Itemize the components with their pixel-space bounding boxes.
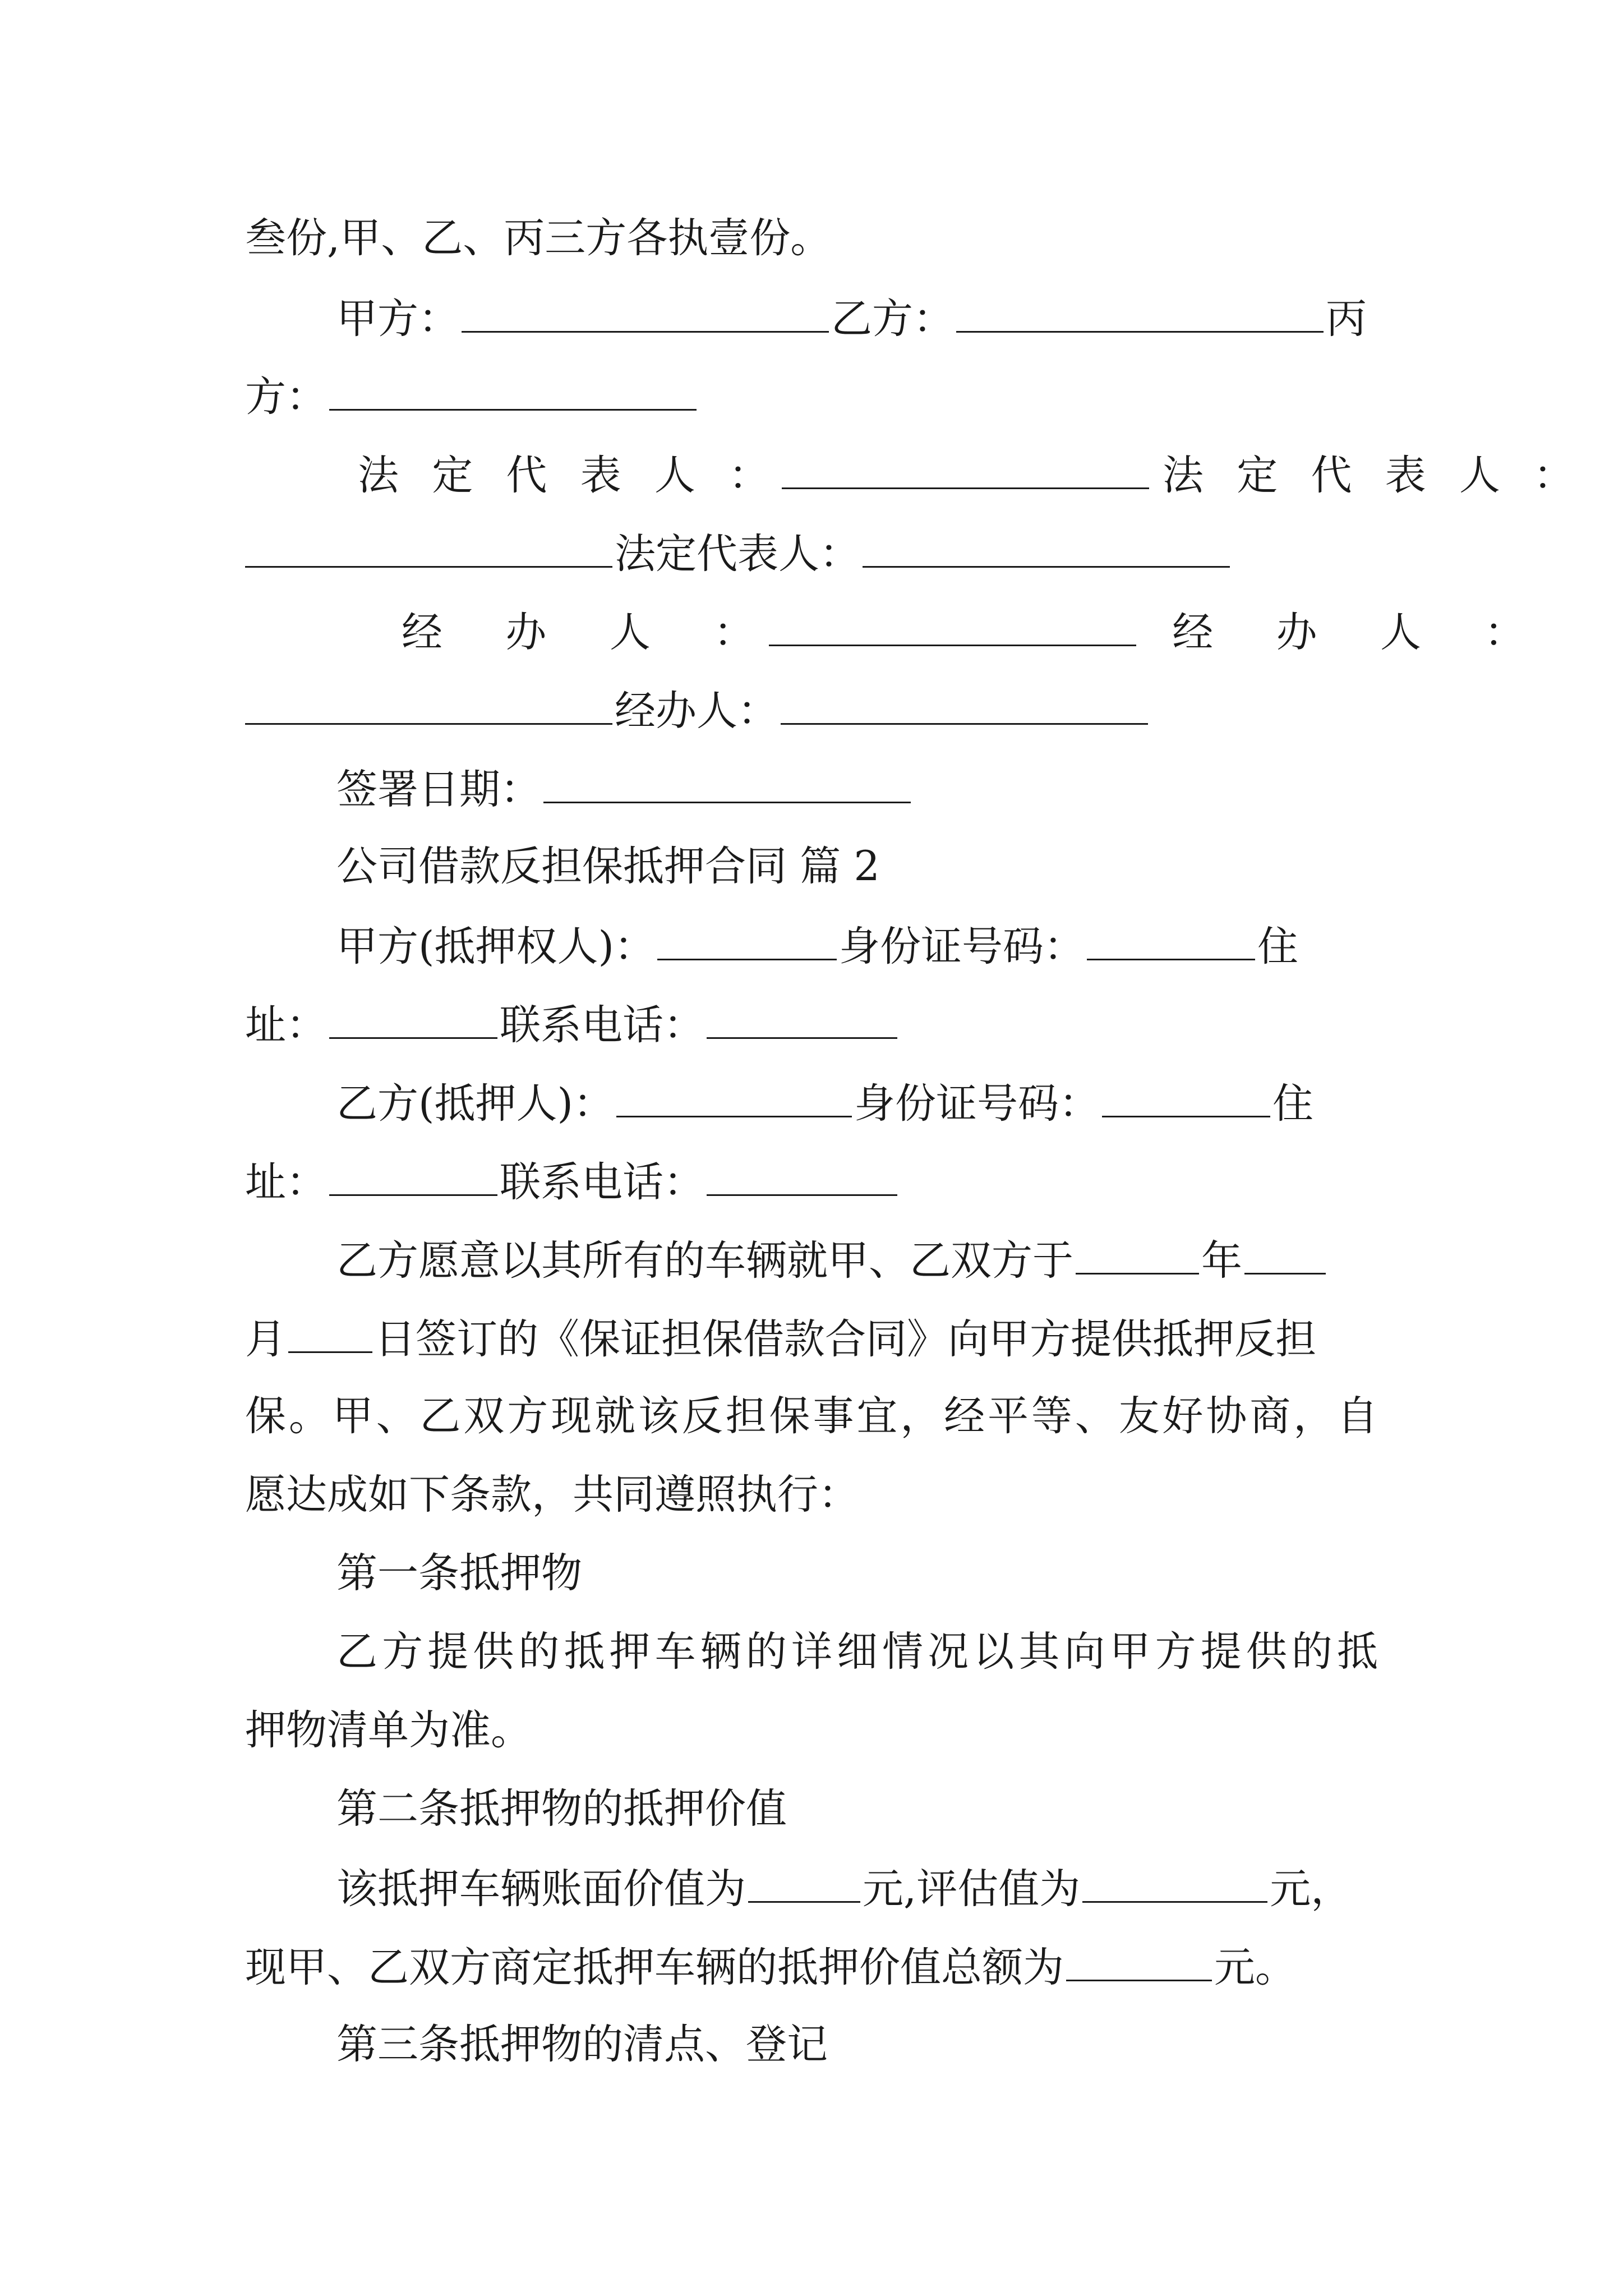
handler-b-label: 经 办 人 ： — [1172, 609, 1538, 656]
text: 现甲、乙双方商定抵押车辆的抵押价值总额为 — [245, 1944, 1064, 1991]
phone-label: 联系电话： — [500, 1001, 704, 1049]
party-a-contact-line — [245, 996, 900, 1052]
text: 乙方提供的抵押车辆的详细情况以其向甲方提供的抵 — [336, 1628, 1378, 1676]
text: 第三条抵押物的清点、登记 — [336, 2021, 828, 2068]
party-b-contact-line — [245, 1153, 900, 1209]
address-label-end: 址： — [245, 1001, 327, 1049]
id-number-blank[interactable] — [1087, 917, 1255, 960]
signature-line-handler — [402, 603, 1537, 659]
party-a-info-line — [336, 917, 1298, 973]
year-blank[interactable] — [1076, 1231, 1199, 1274]
id-number-blank[interactable] — [1102, 1074, 1270, 1117]
handler-c-blank[interactable] — [781, 682, 1148, 725]
date-label: 签署日期： — [336, 766, 541, 813]
date-blank[interactable] — [543, 760, 911, 803]
text: 乙方愿意以其所有的车辆就甲、乙双方于 — [336, 1237, 1073, 1285]
text: 元， — [1270, 1865, 1352, 1913]
signature-line-parties — [336, 289, 1367, 346]
text: 第一条抵押物 — [336, 1549, 582, 1597]
text: 保。甲、乙双方现就该反担保事宜，经平等、友好协商，自 — [245, 1392, 1378, 1440]
mortgagor-label: 乙方(抵押人)： — [336, 1080, 614, 1128]
section-title — [336, 839, 880, 895]
appraised-value-blank[interactable] — [1082, 1860, 1267, 1903]
handler-c-label: 经办人： — [615, 687, 778, 735]
signature-line-handler-2 — [245, 682, 1150, 738]
text: 月 — [245, 1315, 286, 1363]
article-heading — [336, 1781, 787, 1837]
legal-rep-a-blank[interactable] — [782, 446, 1149, 489]
book-value-blank[interactable] — [748, 1860, 860, 1903]
text: 日签订的《保证担保借款合同》向甲方提供抵押反担 — [375, 1315, 1316, 1363]
text: 叁份,甲、乙、丙三方各执壹份。 — [245, 214, 832, 262]
paragraph-line — [245, 1703, 532, 1759]
address-label-start: 住 — [1272, 1080, 1313, 1128]
phone-label: 联系电话： — [500, 1158, 704, 1206]
phone-blank[interactable] — [707, 1153, 897, 1196]
paragraph-line — [245, 1467, 859, 1523]
text: 第二条抵押物的抵押价值 — [336, 1785, 787, 1833]
paragraph-line — [336, 1860, 1352, 1916]
month-blank[interactable] — [1244, 1231, 1326, 1274]
total-value-blank[interactable] — [1066, 1938, 1212, 1981]
party-a-label: 甲方： — [336, 295, 459, 343]
text: 该抵押车辆账面价值为 — [336, 1865, 746, 1913]
mortgagee-blank[interactable] — [657, 917, 837, 960]
day-blank[interactable] — [288, 1310, 372, 1353]
paragraph-line — [245, 1310, 1316, 1366]
article-heading — [336, 2017, 828, 2073]
signature-line-party-c — [245, 367, 699, 424]
mortgagor-blank[interactable] — [616, 1074, 852, 1117]
address-blank[interactable] — [329, 1153, 497, 1196]
text-line — [245, 210, 831, 266]
id-number-label: 身份证号码： — [838, 923, 1085, 970]
party-b-label: 乙方： — [831, 295, 954, 343]
text: 元。 — [1214, 1944, 1296, 1991]
legal-rep-c-label: 法定代表人： — [615, 530, 860, 578]
party-a-blank[interactable] — [462, 289, 829, 333]
id-number-label: 身份证号码： — [854, 1080, 1100, 1128]
legal-rep-a-label: 法 定 代 表 人 ： — [358, 452, 780, 499]
mortgagee-label: 甲方(抵押权人)： — [336, 923, 655, 970]
paragraph-line — [245, 1388, 1378, 1444]
paragraph-line — [336, 1231, 1328, 1287]
legal-rep-b-blank[interactable] — [245, 524, 612, 568]
text: 元,评估值为 — [863, 1865, 1081, 1913]
contract-title: 公司借款反担保抵押合同 篇 2 — [336, 843, 880, 890]
article-heading — [336, 1545, 582, 1602]
paragraph-line — [336, 1624, 1378, 1680]
signature-line-legal-rep — [358, 446, 1584, 502]
legal-rep-b-label: 法 定 代 表 人 ： — [1163, 452, 1585, 499]
text: 年 — [1201, 1237, 1242, 1285]
handler-b-blank[interactable] — [245, 682, 612, 725]
party-b-blank[interactable] — [956, 289, 1324, 333]
address-label-start: 住 — [1257, 923, 1298, 970]
text: 愿达成如下条款，共同遵照执行： — [245, 1471, 859, 1519]
signature-line-date — [336, 760, 913, 816]
phone-blank[interactable] — [707, 996, 897, 1039]
paragraph-line — [245, 1938, 1296, 1994]
legal-rep-c-blank[interactable] — [863, 524, 1230, 568]
address-blank[interactable] — [329, 996, 497, 1039]
party-c-label-end: 方： — [245, 373, 327, 421]
party-b-info-line — [336, 1074, 1313, 1130]
address-label-end: 址： — [245, 1158, 327, 1206]
party-c-label-start: 丙 — [1326, 295, 1367, 343]
party-c-blank[interactable] — [329, 367, 697, 411]
handler-a-label: 经 办 人 ： — [402, 609, 767, 656]
signature-line-legal-rep-2 — [245, 524, 1232, 581]
text: 押物清单为准。 — [245, 1706, 532, 1754]
handler-a-blank[interactable] — [769, 603, 1136, 646]
